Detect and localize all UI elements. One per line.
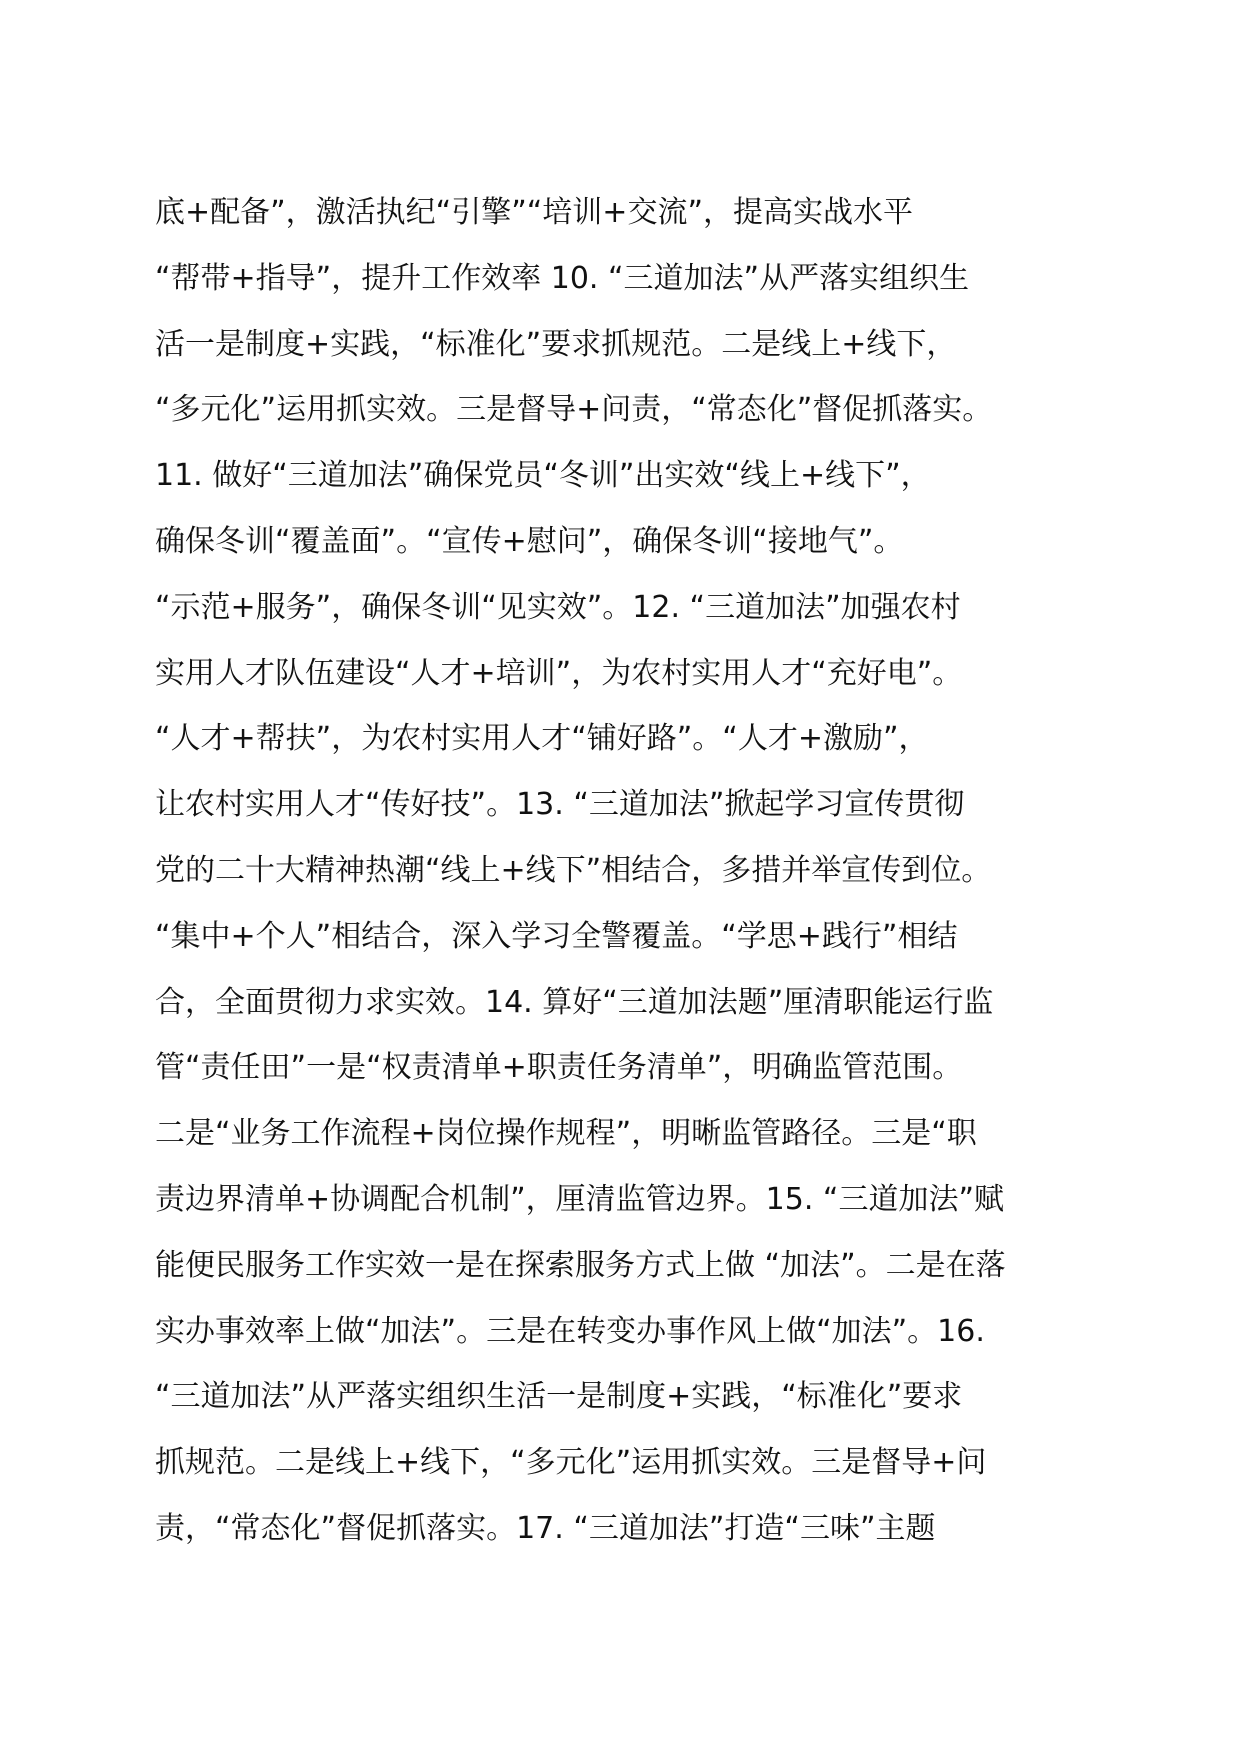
- text-line: 党的二十大精神热潮“线上+线下”相结合，多措并举宣传到位。: [155, 852, 992, 888]
- text-line: 责边界清单+协调配合机制”，厘清监管边界。15. “三道加法”赋: [155, 1181, 1005, 1217]
- text-line: “多元化”运用抓实效。三是督导+问责，“常态化”督促抓落实。: [155, 392, 993, 428]
- text-line: 让农村实用人才“传好技”。13. “三道加法”掀起学习宣传贯彻: [155, 787, 965, 823]
- text-line: 能便民服务工作实效一是在探索服务方式上做 “加法”。二是在落: [155, 1247, 1006, 1283]
- text-line: 活一是制度+实践，“标准化”要求抓规范。二是线上+线下，: [155, 326, 957, 362]
- text-line: 责，“常态化”督促抓落实。17. “三道加法”打造“三味”主题: [155, 1510, 936, 1546]
- text-line: 实用人才队伍建设“人才+培训”，为农村实用人才“充好电”。: [155, 655, 963, 691]
- text-line: 11. 做好“三道加法”确保党员“冬训”出实效“线上+线下”，: [155, 458, 931, 494]
- text-line: 二是“业务工作流程+岗位操作规程”，明晰监管路径。三是“职: [155, 1116, 977, 1152]
- text-line: “人才+帮扶”，为农村实用人才“铺好路”。“人才+激励”，: [155, 721, 929, 757]
- text-line: “示范+服务”，确保冬训“见实效”。12. “三道加法”加强农村: [155, 589, 961, 625]
- text-line: “集中+个人”相结合，深入学习全警覆盖。“学思+践行”相结: [155, 918, 958, 954]
- text-line: 底+配备”，激活执纪“引擎”“培训+交流”，提高实战水平: [155, 195, 913, 230]
- text-line: 合，全面贯彻力求实效。14. 算好“三道加法题”厘清职能运行监: [155, 984, 994, 1020]
- text-line: “三道加法”从严落实组织生活一是制度+实践，“标准化”要求: [155, 1379, 963, 1415]
- text-line: 确保冬训“覆盖面”。“宣传+慰问”，确保冬训“接地气”。: [155, 523, 904, 559]
- body-text: [155, 180, 1100, 1562]
- text-line: “帮带+指导”，提升工作效率 10. “三道加法”从严落实组织生: [155, 260, 970, 296]
- text-line: 实办事效率上做“加法”。三是在转变办事作风上做“加法”。16.: [155, 1313, 985, 1349]
- text-line: 管“责任田”一是“权责清单+职责任务清单”，明确监管范围。: [155, 1050, 963, 1086]
- text-line: 抓规范。二是线上+线下，“多元化”运用抓实效。三是督导+问: [155, 1445, 987, 1481]
